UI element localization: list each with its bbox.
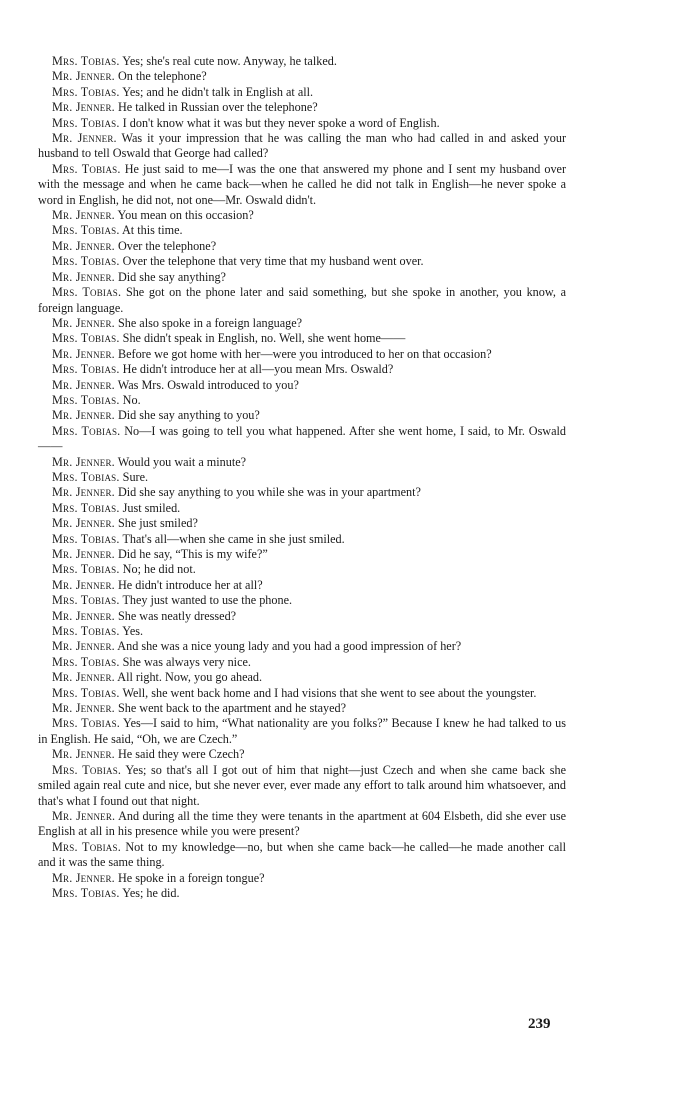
paragraph-text: That's all—when she came in she just smiled.	[122, 531, 345, 546]
transcript-paragraph	[38, 393, 566, 408]
speaker-label: Mr. Jenner.	[52, 69, 115, 84]
paragraph-text: On the telephone?	[117, 69, 207, 84]
paragraph-text: She just smiled?	[117, 516, 198, 531]
transcript-paragraph	[38, 516, 566, 531]
speaker-label: Mrs. Tobias.	[52, 500, 120, 515]
speaker-label: Mrs. Tobias.	[52, 624, 120, 639]
speaker-label: Mr. Jenner.	[52, 100, 115, 115]
paragraph-text: She got on the phone later and said something, but she spoke in another, you know, a foreign language.	[38, 285, 566, 315]
transcript-paragraph	[38, 316, 566, 331]
speaker-label: Mrs. Tobias.	[52, 685, 120, 700]
speaker-label: Mr. Jenner.	[52, 269, 115, 284]
speaker-label: Mrs. Tobias.	[52, 716, 121, 731]
paragraph-text: Did she say anything to you while she was in your apartment?	[117, 485, 421, 500]
speaker-label: Mr. Jenner.	[52, 377, 115, 392]
speaker-label: Mrs. Tobias.	[52, 223, 120, 238]
speaker-label: Mr. Jenner.	[52, 408, 115, 423]
transcript-paragraph	[38, 208, 566, 223]
transcript-paragraph	[38, 655, 566, 670]
transcript-paragraph	[38, 886, 566, 901]
paragraph-text: And she was a nice young lady and you had a good impression of her?	[117, 639, 462, 654]
transcript-paragraph	[38, 254, 566, 269]
speaker-label: Mr. Jenner.	[52, 639, 115, 654]
speaker-label: Mrs. Tobias.	[52, 839, 121, 854]
speaker-label: Mrs. Tobias.	[52, 331, 120, 346]
transcript-paragraph	[38, 223, 566, 238]
speaker-label: Mr. Jenner.	[52, 131, 117, 146]
paragraph-text: He talked in Russian over the telephone?	[117, 100, 318, 115]
speaker-label: Mrs. Tobias.	[52, 762, 122, 777]
transcript-paragraph	[38, 485, 566, 500]
transcript-paragraph	[38, 69, 566, 84]
paragraph-text: At this time.	[122, 223, 183, 238]
transcript-paragraph	[38, 578, 566, 593]
paragraph-text: I don't know what it was but they never spoke a word of English.	[122, 115, 440, 130]
paragraph-text: She didn't speak in English, no. Well, she went home——	[122, 331, 406, 346]
transcript-paragraph	[38, 285, 566, 316]
paragraph-text: Did she say anything?	[117, 269, 226, 284]
paragraph-text: Did she say anything to you?	[117, 408, 260, 423]
paragraph-text: No.	[122, 392, 141, 407]
speaker-label: Mrs. Tobias.	[52, 392, 120, 407]
speaker-label: Mr. Jenner.	[52, 315, 115, 330]
transcript-paragraph	[38, 85, 566, 100]
transcript-paragraph	[38, 562, 566, 577]
paragraph-text: No; he did not.	[122, 562, 196, 577]
transcript-paragraph	[38, 639, 566, 654]
speaker-label: Mr. Jenner.	[52, 808, 116, 823]
paragraph-text: All right. Now, you go ahead.	[117, 670, 263, 685]
transcript-paragraph	[38, 455, 566, 470]
transcript-paragraph	[38, 100, 566, 115]
paragraph-text: Yes; he did.	[122, 885, 180, 900]
speaker-label: Mr. Jenner.	[52, 577, 115, 592]
speaker-label: Mr. Jenner.	[52, 701, 115, 716]
paragraph-text: Was it your impression that he was calling the man who had called in and asked your husband to tell Oswald that George had called?	[38, 131, 567, 161]
speaker-label: Mrs. Tobias.	[52, 115, 120, 130]
transcript-paragraph	[38, 763, 566, 809]
speaker-label: Mrs. Tobias.	[52, 531, 120, 546]
transcript-paragraph	[38, 747, 566, 762]
paragraph-text: Before we got home with her—were you introduced to her on that occasion?	[117, 346, 492, 361]
speaker-label: Mrs. Tobias.	[52, 285, 122, 300]
transcript-paragraph	[38, 809, 566, 840]
paragraph-text: She was always very nice.	[122, 654, 251, 669]
speaker-label: Mr. Jenner.	[52, 747, 115, 762]
speaker-label: Mr. Jenner.	[52, 454, 115, 469]
page-number: 239	[528, 1016, 551, 1032]
paragraph-text: She was neatly dressed?	[117, 608, 237, 623]
speaker-label: Mrs. Tobias.	[52, 254, 120, 269]
paragraph-text: No—I was going to tell you what happened. After she went home, I said, to Mr. Oswald——	[38, 423, 566, 454]
transcript-paragraph	[38, 347, 566, 362]
speaker-label: Mrs. Tobias.	[52, 593, 120, 608]
speaker-label: Mr. Jenner.	[52, 485, 115, 500]
paragraph-text: He said they were Czech?	[117, 747, 245, 762]
transcript-paragraph	[38, 624, 566, 639]
paragraph-text: Well, she went back home and I had visions that she went to see about the youngster.	[122, 685, 537, 700]
paragraph-text: Sure.	[122, 469, 149, 484]
paragraph-text: Yes; she's real cute now. Anyway, he talked.	[122, 54, 337, 68]
paragraph-text: Yes.	[122, 624, 144, 639]
paragraph-text: Yes—I said to him, “What nationality are you folks?” Because I knew he had talked to us in English. He said, “Oh, we are Czech.”	[38, 716, 566, 746]
paragraph-text: You mean on this occasion?	[117, 208, 254, 223]
transcript-paragraph	[38, 609, 566, 624]
paragraph-text: Did he say, “This is my wife?”	[117, 547, 268, 561]
speaker-label: Mrs. Tobias.	[52, 885, 120, 900]
transcript-paragraph	[38, 162, 566, 208]
speaker-label: Mr. Jenner.	[52, 608, 115, 623]
transcript-paragraph	[38, 532, 566, 547]
paragraph-text: He spoke in a foreign tongue?	[117, 870, 265, 885]
paragraph-text: He didn't introduce her at all—you mean Mrs. Oswald?	[122, 362, 394, 377]
speaker-label: Mr. Jenner.	[52, 870, 115, 885]
speaker-label: Mr. Jenner.	[52, 238, 115, 253]
transcript-paragraph	[38, 871, 566, 886]
speaker-label: Mrs. Tobias.	[52, 469, 120, 484]
transcript-paragraph	[38, 239, 566, 254]
paragraph-text: Just smiled.	[122, 500, 181, 515]
speaker-label: Mr. Jenner.	[52, 346, 115, 361]
transcript-body	[38, 54, 566, 901]
paragraph-text: Over the telephone?	[117, 238, 217, 253]
transcript-paragraph	[38, 131, 566, 162]
paragraph-text: Was Mrs. Oswald introduced to you?	[117, 377, 299, 392]
transcript-paragraph	[38, 501, 566, 516]
speaker-label: Mrs. Tobias.	[52, 562, 120, 577]
transcript-paragraph	[38, 547, 566, 562]
transcript-paragraph	[38, 470, 566, 485]
transcript-paragraph	[38, 670, 566, 685]
paragraph-text: They just wanted to use the phone.	[122, 593, 293, 608]
paragraph-text: She also spoke in a foreign language?	[117, 315, 303, 330]
speaker-label: Mr. Jenner.	[52, 547, 115, 561]
transcript-paragraph	[38, 701, 566, 716]
paragraph-text: Yes; so that's all I got out of him that night—just Czech and when she came back she smiled again real cute and nice, but she never ever, ever made any effort to talk around him whatsoever, and that's what I found out that night.	[38, 762, 566, 808]
paragraph-text: Would you wait a minute?	[117, 454, 247, 469]
paragraph-text: Not to my knowledge—no, but when she came back—he called—he made another call and it was the same thing.	[38, 839, 566, 870]
transcript-paragraph	[38, 378, 566, 393]
transcript-paragraph	[38, 116, 566, 131]
speaker-label: Mrs. Tobias.	[52, 84, 120, 99]
transcript-paragraph	[38, 408, 566, 423]
speaker-label: Mrs. Tobias.	[52, 161, 121, 176]
speaker-label: Mr. Jenner.	[52, 670, 115, 685]
transcript-paragraph	[38, 686, 566, 701]
transcript-paragraph	[38, 593, 566, 608]
speaker-label: Mrs. Tobias.	[52, 654, 120, 669]
transcript-paragraph	[38, 331, 566, 346]
paragraph-text: Over the telephone that very time that my husband went over.	[122, 254, 424, 269]
speaker-label: Mr. Jenner.	[52, 516, 115, 531]
paragraph-text: He just said to me—I was the one that answered my phone and I sent my husband over with the message and when he came back—when he called he did not talk in English—he never spoke a word in English, he did not, not one—Mr. Oswald didn't.	[38, 161, 567, 207]
speaker-label: Mrs. Tobias.	[52, 54, 120, 68]
speaker-label: Mrs. Tobias.	[52, 362, 120, 377]
transcript-paragraph	[38, 270, 566, 285]
speaker-label: Mr. Jenner.	[52, 208, 115, 223]
paragraph-text: She went back to the apartment and he stayed?	[117, 701, 347, 716]
paragraph-text: He didn't introduce her at all?	[117, 577, 263, 592]
transcript-paragraph	[38, 716, 566, 747]
transcript-paragraph	[38, 54, 566, 69]
transcript-paragraph	[38, 362, 566, 377]
transcript-paragraph	[38, 840, 566, 871]
paragraph-text: Yes; and he didn't talk in English at all.	[122, 84, 314, 99]
transcript-paragraph	[38, 424, 566, 455]
speaker-label: Mrs. Tobias.	[52, 423, 121, 438]
paragraph-text: And during all the time they were tenants in the apartment at 604 Elsbeth, did she ever use English at all in his presence while you were present?	[38, 808, 566, 839]
